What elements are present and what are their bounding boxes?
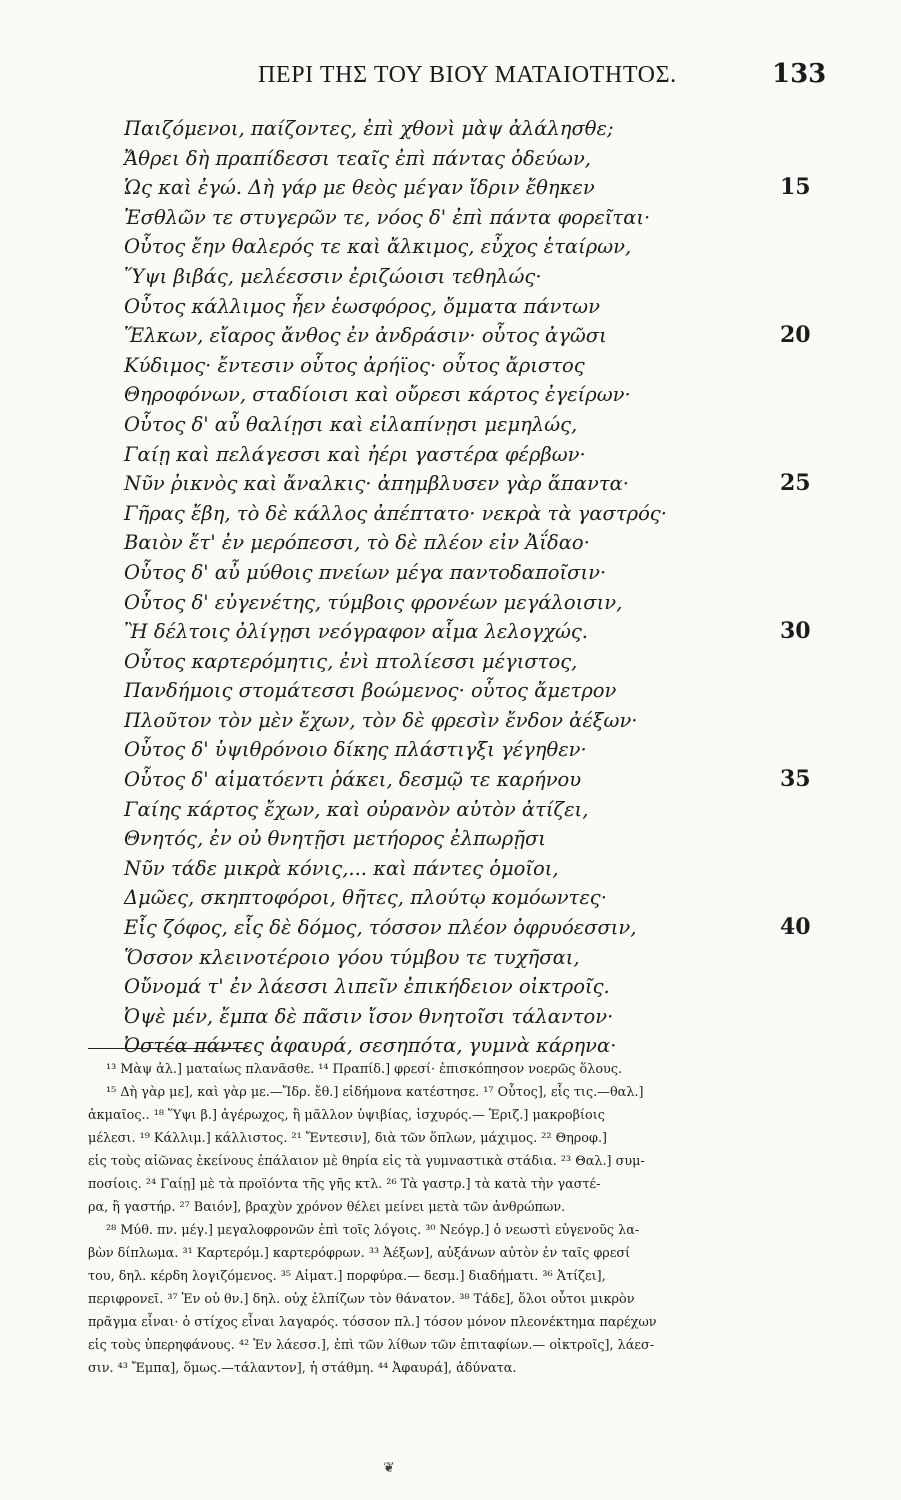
verse-text: Οὗτος δ' αὖ θαλίῃσι καὶ εἰλαπίνῃσι μεμηλώς, <box>124 412 578 436</box>
line-number: 25 <box>780 470 811 497</box>
page-header <box>0 59 901 102</box>
ornament-icon: ❦ <box>383 1460 395 1476</box>
verse-line <box>124 262 824 292</box>
verse-text: Οὗτος ἔην θαλερός τε καὶ ἄλκιμος, εὖχος ἑταίρων, <box>124 235 632 259</box>
verse-line <box>124 114 824 144</box>
line-number: 40 <box>780 914 811 941</box>
footnote-divider <box>88 1048 248 1049</box>
footnote-line: ¹⁵ Δὴ γὰρ με], καὶ γὰρ με.—Ἴδρ. ἔθ.] εἰδήμονα κατέστησε. ¹⁷ Οὗτος], εἷς τις.—θαλ.] <box>106 1085 644 1100</box>
verse-text: Οὗτος καρτερόμητις, ἐνὶ πτολίεσσι μέγιστος, <box>124 649 578 673</box>
verse-line <box>124 676 824 706</box>
verse-line <box>124 883 824 913</box>
footnote-line: βὼν δίπλωμα. ³¹ Καρτερόμ.] καρτερόφρων. ³³ Ἀέξων], αὐξάνων αὐτὸν ἐν ταῖς φρεσί <box>88 1246 631 1261</box>
verse-text: Θνητός, ἐν οὐ θνητῇσι μετήορος ἐλπωρῇσι <box>124 827 546 851</box>
verse-text: Οὗτος δ' αὖ μύθοις πνείων μέγα παντοδαποῖσιν· <box>124 560 607 584</box>
verse-text: Οὗτος δ' εὐγενέτης, τύμβοις φρονέων μεγάλοισιν, <box>124 590 623 614</box>
verse-line <box>124 854 824 884</box>
verse-line <box>124 1031 824 1061</box>
poem-text <box>124 114 824 1061</box>
verse-text: Θηροφόνων, σταδίοισι καὶ οὔρεσι κάρτος ἐγείρων· <box>124 383 631 407</box>
running-title: ΠΕΡΙ ΤΗΣ ΤΟΥ ΒΙΟΥ ΜΑΤΑΙΟΤΗΤΟΣ. <box>258 62 677 88</box>
verse-text: Γαίῃ καὶ πελάγεσσι καὶ ἠέρι γαστέρα φέρβων· <box>124 442 586 466</box>
footnote-line: ¹³ Μὰψ ἀλ.] ματαίως πλανᾶσθε. ¹⁴ Πραπίδ.] φρεσί· ἐπισκόπησον νοερῶς ὅλους. <box>106 1062 623 1077</box>
verse-line <box>124 706 824 736</box>
footnote-line: του, δηλ. κέρδη λογιζόμενος. ³⁵ Αἱματ.] πορφύρα.— δεσμ.] διαδήματι. ³⁶ Ἀτίζει], <box>88 1269 606 1284</box>
verse-text: Νῦν ῥικνὸς καὶ ἄναλκις· ἀπημβλυσεν γὰρ ἅπαντα· <box>124 472 629 496</box>
verse-line <box>124 321 824 351</box>
verse-text: Ὡς καὶ ἐγώ. Δὴ γάρ με θεὸς μέγαν ἴδριν ἔθηκεν <box>124 176 595 200</box>
verse-text: Οὗτος δ' ὑψιθρόνοιο δίκης πλάστιγξι γέγηθεν· <box>124 738 587 762</box>
verse-text: Παιζόμενοι, παίζοντες, ἐπὶ χθονὶ μὰψ ἀλάλησθε; <box>124 117 614 140</box>
verse-text: Ὀψὲ μέν, ἔμπα δὲ πᾶσιν ἴσον θνητοῖσι τάλαντον· <box>124 1004 614 1028</box>
verse-text: Ἄθρει δὴ πραπίδεσσι τεαῖς ἐπὶ πάντας ὁδεύων, <box>124 146 592 170</box>
verse-line <box>124 351 824 381</box>
line-number: 30 <box>780 618 811 645</box>
verse-text: Νῦν τάδε μικρὰ κόνις,... καὶ πάντες ὁμοῖοι, <box>124 856 559 880</box>
verse-text: Βαιὸν ἔτ' ἐν μερόπεσσι, τὸ δὲ πλέον εἰν Ἀΐδαο· <box>124 531 590 555</box>
verse-line <box>124 528 824 558</box>
verse-text: Ὕψι βιβάς, μελέεσσιν ἐριζώοισι τεθηλώς· <box>124 264 542 288</box>
verse-text: Ἐσθλῶν τε στυγερῶν τε, νόος δ' ἐπὶ πάντα φορεῖται· <box>124 205 651 229</box>
footnote-line: ²⁸ Μύθ. πν. μέγ.] μεγαλοφρονῶν ἐπὶ τοῖς λόγοις. ³⁰ Νεόγρ.] ὁ νεωστὶ εὐγενοῦς λα- <box>106 1223 640 1238</box>
verse-line <box>124 173 824 203</box>
line-number: 15 <box>780 174 811 201</box>
footnotes <box>88 1058 806 1380</box>
verse-line <box>124 144 824 174</box>
verse-text: Ἢ δέλτοις ὀλίγῃσι νεόγραφον αἷμα λελογχώς. <box>124 620 588 644</box>
verse-line <box>124 558 824 588</box>
footnote-line: εἰς τοὺς ὑπερηφάνους. ⁴² Ἐν λάεσσ.], ἐπὶ τῶν λίθων τῶν ἐπιταφίων.— οἰκτροῖς], λάεσ- <box>88 1338 655 1353</box>
verse-line <box>124 617 824 647</box>
verse-line <box>124 380 824 410</box>
page-number: 133 <box>772 59 827 89</box>
verse-line <box>124 943 824 973</box>
verse-line <box>124 765 824 795</box>
verse-text: Γῆρας ἔβη, τὸ δὲ κάλλος ἀπέπτατο· νεκρὰ τὰ γαστρός· <box>124 501 667 525</box>
verse-text: Ἕλκων, εἴαρος ἄνθος ἐν ἀνδράσιν· οὗτος ἀγῶσι <box>124 324 607 348</box>
verse-line <box>124 735 824 765</box>
verse-text: Κύδιμος· ἔντεσιν οὗτος ἀρήϊος· οὗτος ἄριστος <box>124 353 585 377</box>
line-number: 20 <box>780 322 811 349</box>
verse-line <box>124 972 824 1002</box>
footnote-line: ἀκμαῖος.. ¹⁸ Ὕψι β.] ἀγέρωχος, ἢ μᾶλλον ὑψιβίας, ἰσχυρός.— Ἐριζ.] μακροβίοις <box>88 1108 605 1123</box>
verse-text: Ὅσσον κλεινοτέροιο γόου τύμβου τε τυχῆσαι, <box>124 945 580 969</box>
verse-text: Οὗτος δ' αἱματόεντι ῥάκει, δεσμῷ τε καρήνου <box>124 768 582 792</box>
verse-line <box>124 647 824 677</box>
verse-text: Δμῶες, σκηπτοφόροι, θῆτες, πλούτῳ κομόωντες· <box>124 886 607 910</box>
verse-line <box>124 588 824 618</box>
verse-text: Ὀστέα πάντες ἀφαυρά, σεσηπότα, γυμνὰ κάρηνα· <box>124 1034 617 1058</box>
verse-line <box>124 1002 824 1032</box>
verse-line <box>124 292 824 322</box>
verse-line <box>124 410 824 440</box>
verse-text: Οὗτος κάλλιμος ἦεν ἑωσφόρος, ὄμματα πάντων <box>124 294 600 318</box>
footnote-line: εἰς τοὺς αἰῶνας ἐκείνους ἐπάλαιον μὲ θηρία εἰς τὰ γυμναστικὰ στάδια. ²³ Θαλ.] συμ- <box>88 1154 645 1169</box>
verse-line <box>124 469 824 499</box>
footnote-line: ποσίοις. ²⁴ Γαίῃ] μὲ τὰ προϊόντα τῆς γῆς κτλ. ²⁶ Τὰ γαστρ.] τὰ κατὰ τὴν γαστέ- <box>88 1177 601 1192</box>
footnote-line: πρᾶγμα εἶναι· ὁ στίχος εἶναι λαγαρός. τόσσον πλ.] τόσον μόνον πλεονέκτημα παρέχων <box>88 1315 657 1330</box>
verse-line <box>124 440 824 470</box>
line-number: 35 <box>780 766 811 793</box>
footnote-line: ρα, ἢ γαστήρ. ²⁷ Βαιόν], βραχὺν χρόνον θέλει μείνει μετὰ τῶν ἀνθρώπων. <box>88 1200 566 1215</box>
verse-text: Εἷς ζόφος, εἷς δὲ δόμος, τόσσον πλέον ὀφρυόεσσιν, <box>124 916 637 940</box>
verse-line <box>124 824 824 854</box>
footnote-line: περιφρονεῖ. ³⁷ Ἐν οὐ θν.] δηλ. οὐχ ἐλπίζων τὸν θάνατον. ³⁸ Τάδε], ὅλοι οὗτοι μικρὸν <box>88 1292 635 1307</box>
verse-text: Πανδήμοις στομάτεσσι βοώμενος· οὗτος ἄμετρον <box>124 679 617 703</box>
verse-text: Οὔνομά τ' ἐν λάεσσι λιπεῖν ἐπικήδειον οἰκτροῖς. <box>124 975 610 999</box>
verse-line <box>124 499 824 529</box>
verse-text: Πλοῦτον τὸν μὲν ἔχων, τὸν δὲ φρεσὶν ἔνδον ἀέξων· <box>124 708 638 732</box>
verse-text: Γαίης κάρτος ἔχων, καὶ οὐρανὸν αὐτὸν ἀτίζει, <box>124 797 589 821</box>
verse-line <box>124 795 824 825</box>
footnote-line: σιν. ⁴³ Ἔμπα], ὅμως.—τάλαντον], ἡ στάθμη. ⁴⁴ Ἀφαυρά], ἀδύνατα. <box>88 1361 517 1376</box>
verse-line <box>124 203 824 233</box>
verse-line <box>124 232 824 262</box>
verse-line <box>124 913 824 943</box>
footnote-line: μέλεσι. ¹⁹ Κάλλιμ.] κάλλιστος. ²¹ Ἔντεσιν], διὰ τῶν ὅπλων, μάχιμος. ²² Θηροφ.] <box>88 1131 608 1146</box>
